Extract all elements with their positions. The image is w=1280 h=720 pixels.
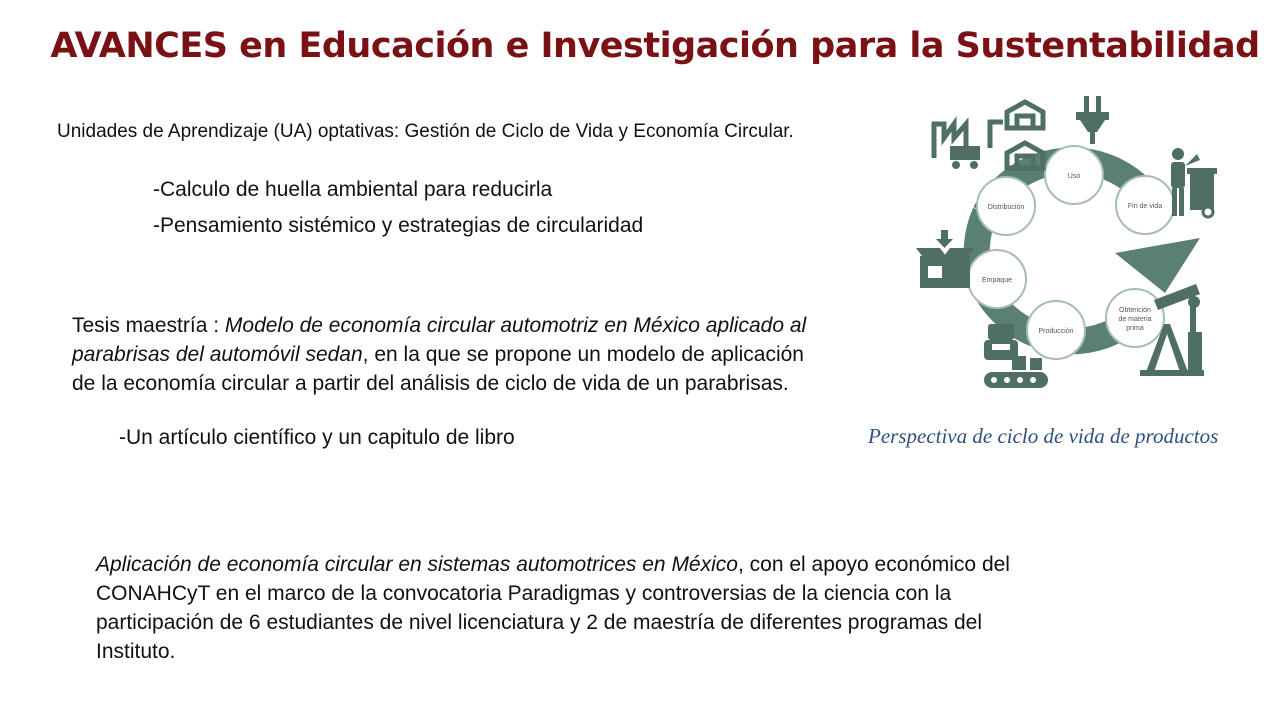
factory-icon — [934, 124, 980, 169]
page-title: AVANCES en Educación e Investigación para la Sustentabilidad — [50, 26, 1260, 66]
stage-produccion — [1027, 301, 1085, 359]
ua-intro-text: Unidades de Aprendizaje (UA) optativas: Gestión de Ciclo de Vida y Economía Circular. — [57, 121, 794, 142]
cycle-arrow-icon — [1115, 238, 1200, 293]
ua-bullet-huella: -Calculo de huella ambiental para reducirla — [153, 178, 553, 201]
stage-empaque-label: Empaque — [982, 277, 1012, 284]
robot-arm-icon — [984, 324, 1018, 360]
stage-empaque — [968, 250, 1026, 308]
proyecto-paragraph — [96, 550, 1056, 666]
stage-obtencion-label-2: de materia — [1118, 316, 1152, 323]
stage-obtencion — [1106, 289, 1164, 347]
tesis-prefix: Tesis maestría : — [72, 314, 225, 337]
plug-icon — [1076, 96, 1109, 144]
stage-obtencion-label-1: Obtención — [1119, 307, 1151, 314]
life-cycle-figure — [910, 88, 1260, 398]
tesis-title: Modelo de economía circular automotriz en México aplicado al parabrisas del automóvil sedan — [72, 314, 807, 366]
stage-fin-de-vida-label: Fin de vida — [1127, 203, 1163, 210]
tesis-paragraph — [72, 311, 812, 398]
stage-obtencion-label-3: prima — [1126, 325, 1144, 332]
stage-uso — [1045, 146, 1103, 204]
conveyor-icon — [984, 356, 1048, 388]
proyecto-description: , con el apoyo económico del CONAHCyT en el marco de la convocatoria Paradigmas y controversias de la ciencia con la participación de 6 estudiantes de nivel licenciatura y 2 de maestría de diferentes programas del Instituto. — [96, 553, 1010, 663]
tesis-description: , en la que se propone un modelo de aplicación de la economía circular a partir del análisis de ciclo de vida de un parabrisas. — [72, 343, 804, 395]
stage-produccion-label: Producción — [1038, 328, 1074, 335]
warehouse-icon — [990, 102, 1043, 168]
proyecto-title: Aplicación de economía circular en sistemas automotrices en México — [96, 553, 738, 576]
ua-bullet-pensamiento: -Pensamiento sistémico y estrategias de circularidad — [153, 214, 644, 237]
stage-fin-de-vida — [1116, 176, 1174, 234]
tesis-products: -Un artículo científico y un capitulo de libro — [119, 426, 515, 449]
life-cycle-diagram — [910, 88, 1260, 398]
figure-caption: Perspectiva de ciclo de vida de productos — [868, 424, 1219, 448]
stage-distribucion — [977, 177, 1035, 235]
stage-uso-label: Uso — [1067, 173, 1081, 180]
stage-distribucion-label: Distribución — [987, 204, 1025, 211]
recycling-person-icon — [1171, 148, 1217, 217]
